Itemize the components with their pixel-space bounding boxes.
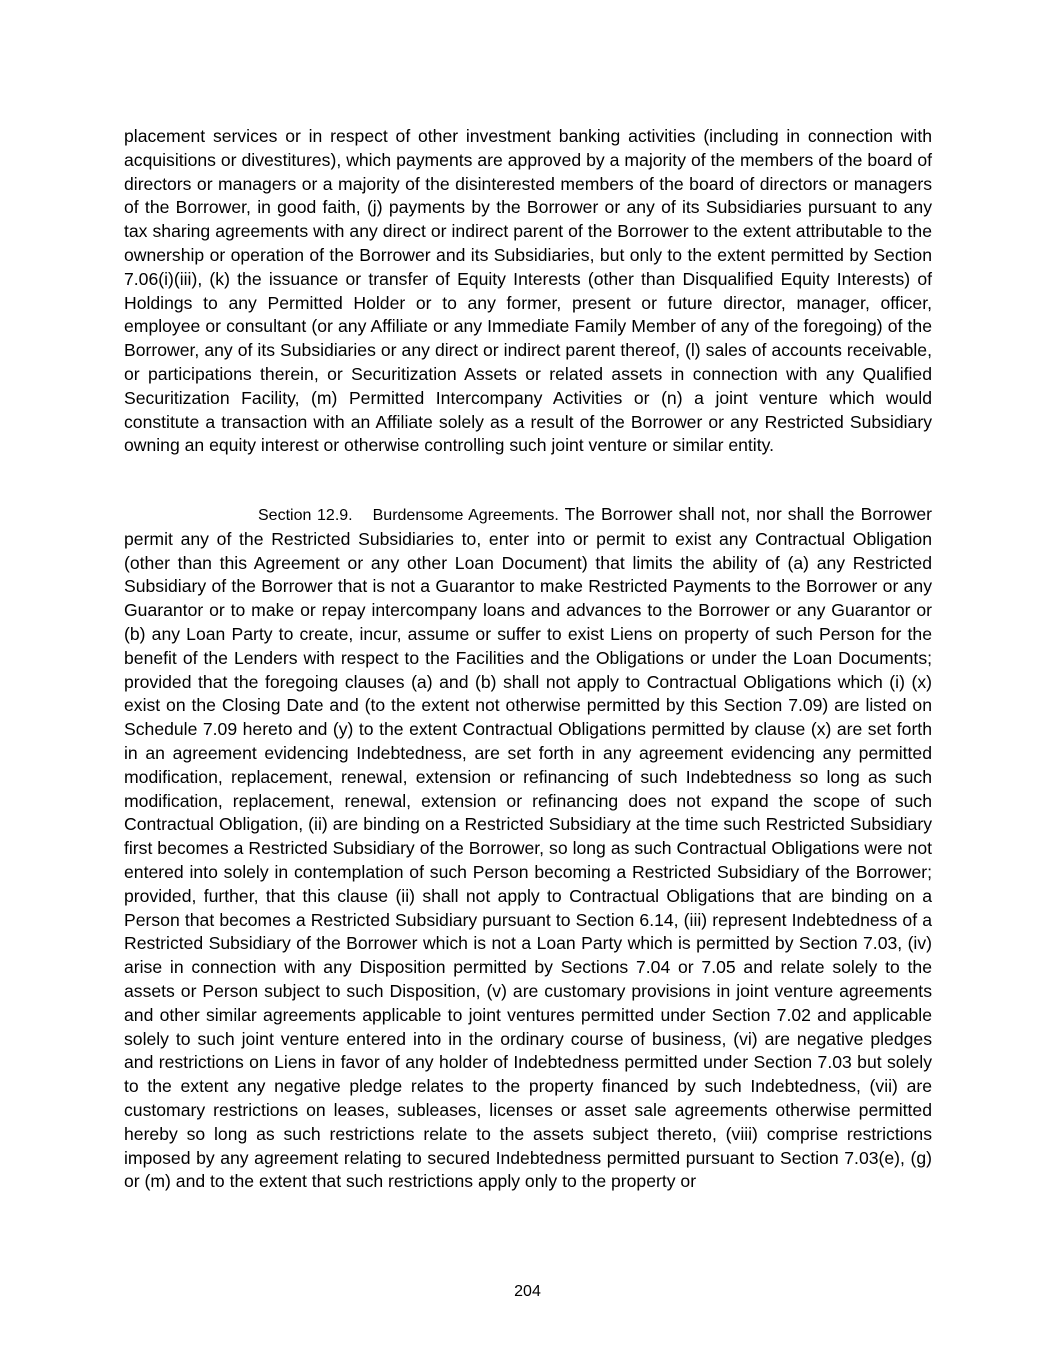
- section-number: Section 12.9.: [258, 507, 353, 524]
- section-heading: [124, 507, 559, 524]
- continuation-paragraph: placement services or in respect of other investment banking activities (including in connection with acquisitions or divestitures), which payments are approved by a majority of the members of the board of directors or managers or a majority of the disinterested members of the board of directors or managers of the Borrower, in good faith, (j) payments by the Borrower or any of its Subsidiaries pursuant to any tax sharing agreements with any direct or indirect parent of the Borrower to the extent attributable to the ownership or operation of the Borrower and its Subsidiaries, but only to the extent permitted by Section 7.06(i)(iii), (k) the issuance or transfer of Equity Interests (other than Disqualified Equity Interests) of Holdings to any Permitted Holder or to any former, present or future director, manager, officer, employee or consultant (or any Affiliate or any Immediate Family Member of any of the foregoing) of the Borrower, any of its Subsidiaries or any direct or indirect parent thereof, (l) sales of accounts receivable, or participations therein, or Securitization Assets or related assets in connection with any Qualified Securitization Facility, (m) Permitted Intercompany Activities or (n) a joint venture which would constitute a transaction with an Affiliate solely as a result of the Borrower or any Restricted Subsidiary owning an equity interest or otherwise controlling such joint venture or similar entity.: [124, 126, 932, 456]
- section-12-9-paragraph: [124, 503, 932, 1194]
- section-title: Burdensome Agreements.: [372, 507, 559, 524]
- section-body: The Borrower shall not, nor shall the Borrower permit any of the Restricted Subsidiaries to, enter into or permit to exist any Contractual Obligation (other than this Agreement or any other Loan Document) that limits the ability of (a) any Restricted Subsidiary of the Borrower that is not a Guarantor to make Restricted Payments to the Borrower or any Guarantor or to make or repay intercompany loans and advances to the Borrower or any Guarantor or (b) any Loan Party to create, incur, assume or suffer to exist Liens on property of such Person for the benefit of the Lenders with respect to the Facilities and the Obligations or under the Loan Documents; provided that the foregoing clauses (a) and (b) shall not apply to Contractual Obligations which (i) (x) exist on the Closing Date and (to the extent not otherwise permitted by this Section 7.09) are listed on Schedule 7.09 hereto and (y) to the extent Contractual Obligations permitted by clause (x) are set forth in an agreement evidencing Indebtedness, are set forth in any agreement evidencing any permitted modification, replacement, renewal, extension or refinancing of such Indebtedness so long as such modification, replacement, renewal, extension or refinancing does not expand the scope of such Contractual Obligation, (ii) are binding on a Restricted Subsidiary at the time such Restricted Subsidiary first becomes a Restricted Subsidiary of the Borrower, so long as such Contractual Obligations were not entered into solely in contemplation of such Person becoming a Restricted Subsidiary of the Borrower; provided, further, that this clause (ii) shall not apply to Contractual Obligations that are binding on a Person that becomes a Restricted Subsidiary pursuant to Section 6.14, (iii) represent Indebtedness of a Restricted Subsidiary of the Borrower which is not a Loan Party which is permitted by Section 7.03, (iv) arise in connection with any Disposition permitted by Sections 7.04 or 7.05 and relate solely to the assets or Person subject to such Disposition, (v) are customary provisions in joint venture agreements and other similar agreements applicable to joint ventures permitted under Section 7.02 and applicable solely to such joint venture entered into in the ordinary course of business, (vi) are negative pledges and restrictions on Liens in favor of any holder of Indebtedness permitted under Section 7.03 but solely to the extent any negative pledge relates to the property financed by such Indebtedness, (vii) are customary restrictions on leases, subleases, licenses or asset sale agreements otherwise permitted hereby so long as such restrictions relate to the assets subject thereto, (viii) comprise restrictions imposed by any agreement relating to secured Indebtedness permitted pursuant to Section 7.03(e), (g) or (m) and to the extent that such restrictions apply only to the property or: [124, 504, 933, 1192]
- page-number: 204: [514, 1283, 541, 1300]
